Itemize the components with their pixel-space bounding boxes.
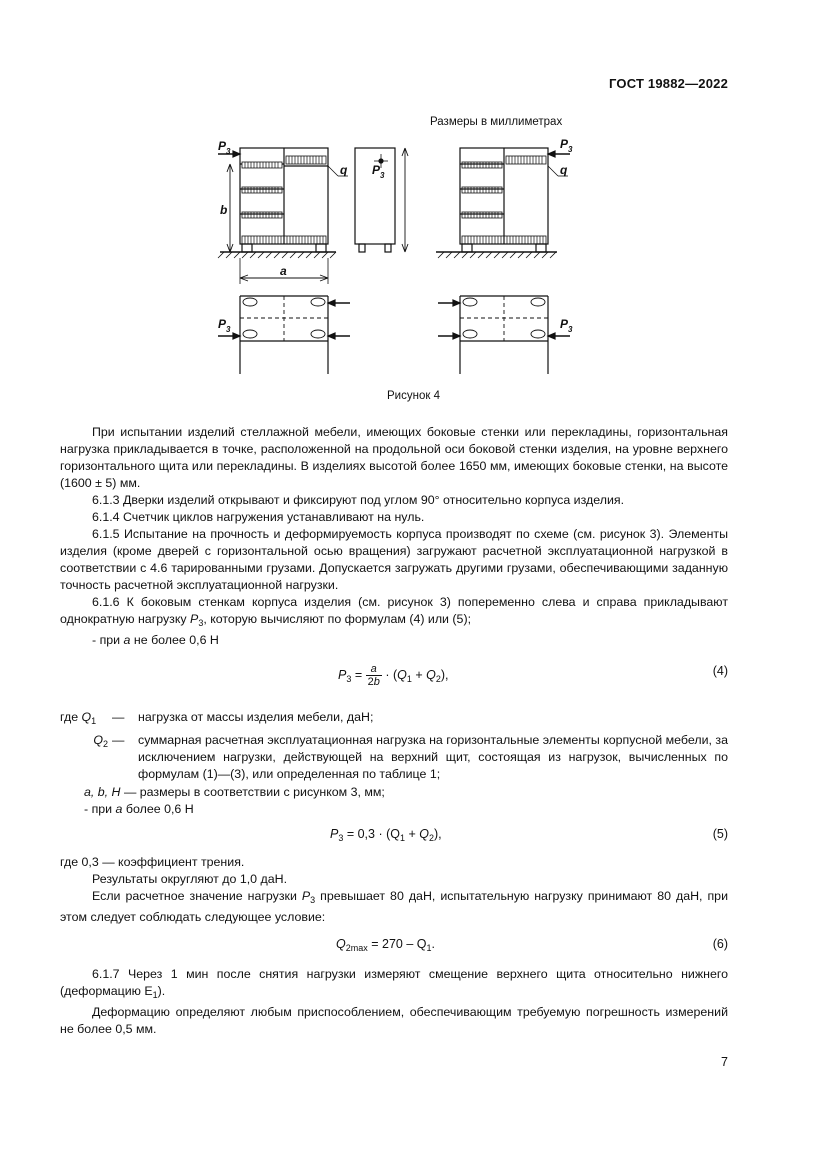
- right-cabinet-front: [436, 148, 570, 258]
- formula-6-number: (6): [712, 937, 728, 951]
- formula-4: $P_3$ = $\frac{a}{2b}$ · $(Q_1 + Q_2)$, (4): [338, 663, 728, 688]
- figure-4-diagram: [212, 134, 582, 384]
- label-p3-right-sub: 3: [568, 145, 573, 154]
- label-p3-plan-right-sub: 3: [568, 325, 573, 334]
- label-p3-right: P: [560, 137, 569, 151]
- right-plan-view: [438, 296, 570, 374]
- label-p3-plan-left: P: [218, 317, 227, 331]
- clause-6-1-3: 6.1.3 Дверки изделий открывают и фиксируют под углом 90° относительно корпуса изделия.: [92, 493, 625, 507]
- formula-5-number: (5): [712, 827, 728, 841]
- middle-cabinet-side: [355, 148, 408, 252]
- body-text: [60, 424, 728, 1038]
- clause-6-1-7: 6.1.7 Через 1 мин после снятия нагрузки измеряют смещение верхнего щита относительно нижнего (деформацию $E_1$).: [60, 967, 728, 1000]
- left-plan-view: [218, 296, 350, 374]
- clause-6-1-4: 6.1.4 Счетчик циклов нагружения устанавливают на нуль.: [92, 510, 425, 524]
- paragraph-horizontal-load: При испытании изделий стеллажной мебели, имеющих боковые стенки или перекладины, горизонтальная нагрузка прикладывается в точке, расположенной на продольной оси боковой стенки изделия, на уровне верхнего горизонтального щита или перекладины. В изделиях высотой более 1650 мм, имеющих боковые стенки, на высоте (1600 ± 5) мм.: [60, 425, 728, 490]
- document-header: ГОСТ 19882—2022: [609, 76, 728, 91]
- label-p3-plan-right: P: [560, 317, 569, 331]
- page-number: 7: [721, 1055, 728, 1069]
- condition-a-gt-0-6h: - при a более 0,6 Н: [84, 802, 194, 816]
- dimensions-caption: Размеры в миллиметрах: [430, 116, 563, 128]
- label-b: b: [220, 203, 228, 217]
- label-a: a: [280, 264, 287, 278]
- limit-condition: Если расчетное значение нагрузки $P_3$ превышает 80 даН, испытательную нагрузку принимают 80 даН, при этом следует соблюдать следующее условие:: [60, 889, 728, 924]
- clause-6-1-5: 6.1.5 Испытание на прочность и деформируемость корпуса производят по схеме (см. рисунок 3). Элементы изделия (кроме дверей с горизонтальной осью вращения) загружают расчетной эксплуатационной нагрузкой в соответствии с 4.6 тарированными грузами. Допускается загружать другими грузами, обеспечивающими заданную точность расчетной эксплуатационной нагрузки.: [60, 527, 728, 592]
- label-p3-middle: P: [372, 163, 381, 177]
- label-q-right: q: [560, 163, 568, 177]
- definition-q2: $Q_2$ — суммарная расчетная эксплуатационная нагрузка на горизонтальные элементы корпусной мебели, за исключением нагрузки, действующей на верхний щит, состоящая из нагрузок, вычисленных по формулам (1)—(3), или определенная по таблице 1;: [93, 733, 728, 781]
- condition-a-le-0-6h: - при a не более 0,6 Н: [92, 633, 219, 647]
- rounding-note: Результаты округляют до 1,0 даН.: [92, 872, 288, 886]
- definition-abh: a, b, H — размеры в соответствии с рисунком 3, мм;: [84, 785, 385, 799]
- friction-note: где 0,3 — коэффициент трения.: [60, 855, 245, 869]
- accuracy-note: Деформацию определяют любым приспособлением, обеспечивающим требуемую погрешность измерений не более 0,5 мм.: [60, 1005, 728, 1036]
- label-q-left: q: [340, 163, 348, 177]
- formula-4-number: (4): [712, 664, 728, 678]
- formula-definitions: [60, 709, 728, 801]
- label-p3-middle-sub: 3: [380, 171, 385, 180]
- label-p3-left: P: [218, 139, 227, 153]
- label-p3-left-sub: 3: [226, 147, 231, 156]
- formula-6: $Q_{2max} = 270 - Q_1$. (6): [336, 937, 728, 953]
- clause-6-1-6: 6.1.6 К боковым стенкам корпуса изделия (см. рисунок 3) попеременно слева и справа прикладывают однократную нагрузку $P_3$, которую вычисляют по формулам (4) или (5);: [60, 595, 728, 628]
- label-p3-plan-left-sub: 3: [226, 325, 231, 334]
- figure-caption: Рисунок 4: [387, 390, 440, 402]
- definition-q1: где $Q_1$ — нагрузка от массы изделия мебели, даН;: [60, 710, 374, 726]
- formula-5: $P_3 = 0,3 \cdot (Q_1 + Q_2)$, (5): [330, 827, 728, 843]
